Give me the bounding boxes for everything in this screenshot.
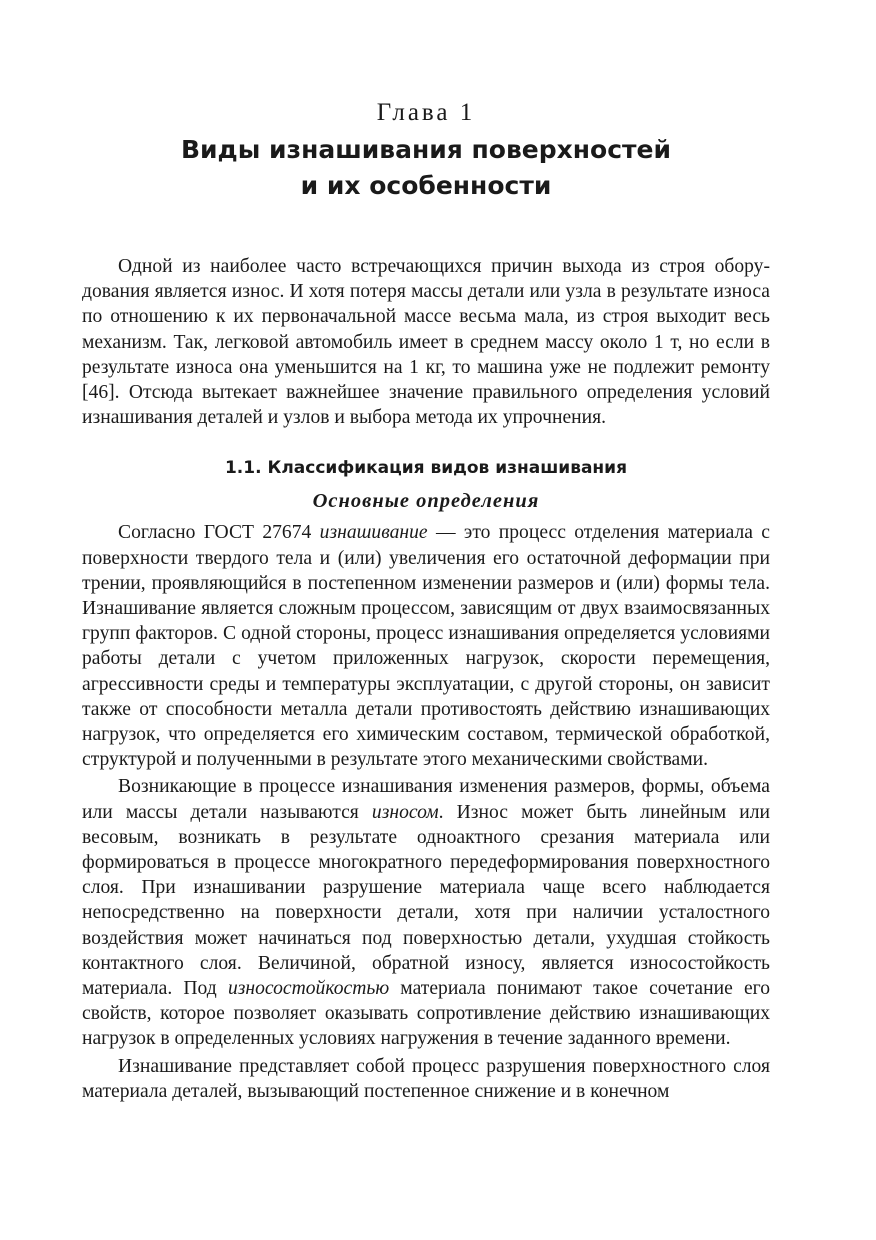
term-wear-resistance: износостойкостью [227,978,390,1000]
paragraph-text: Согласно ГОСТ 27674 [118,522,320,544]
book-page [82,96,770,1104]
chapter-title-line-1: Виды изнашивания поверхностей [180,135,672,164]
chapter-title-line-2: и их особенности [300,171,552,200]
term-wear: износом [371,801,439,823]
paragraph-wear-process: Изнашивание представляет собой процесс разрушения поверхностного слоя материала деталей, вызывающий постепенное снижение и в конечном [82,1055,770,1102]
subsection-heading: Основные определения [312,490,540,513]
paragraph-text: . Износ может быть линейным или весовым, возникать в результате одноактного срезания материала или формироваться в процессе многократного передеформирования поверхностного слоя. При изнашивании разрушение материала чаще всего наблюдается непосредственно на поверхности детали, хотя при наличии усталостного воздействия может начинаться под поверхностью детали, ухудшая стойкость контактного слоя. Величиной, обратной износу, является износостойкость материала. Под [82,801,770,1000]
body-text [82,254,770,1104]
intro-paragraph: Одной из наиболее часто встречающихся причин выхода из строя оборудования является износ. И хотя потеря массы детали или узла в результате износа по отношению к их первоначальной массе весьма мала, из строя выходит весь механизм. Так, легковой автомобиль имеет в среднем массу около 1 т, но если в результате износа она уменьшится на 1 кг, то машина уже не подлежит ремонту [46]. Отсюда вытекает важнейшее значение правильного определения условий изнашивания деталей и узлов и выбора метода их упрочнения. [82,256,770,429]
paragraph-definition-wear [82,520,770,772]
paragraph-text: материала понимают такое сочетание его свойств, которое позволяет оказывать сопротивление действию изнашивающих нагрузок в определенных условиях нагружения в течение заданного времени. [82,978,770,1050]
section-heading: 1.1. Классификация видов изнашивания [224,458,628,479]
paragraph-text: — это процесс отделения материала с поверхности твердого тела и (или) увеличения его остаточной деформации при трении, проявляющийся в постепенном изменении размеров и (или) формы тела. Изнашивание является сложным процессом, зависящим от двух взаимосвязанных групп факторов. С одной стороны, процесс изнашивания определяется условиями работы детали с учетом приложенных нагрузок, скорости перемещения, агрессивности среды и температуры эксплуатации, с другой стороны, он зависит также от способности металла детали противостоять действию изнашивающих нагрузок, что определяется его химическим составом, термической обработкой, структурой и полученными в результате этого механическими свойствами. [82,522,770,771]
term-wear-process: изнашивание [319,522,428,544]
chapter-title [82,132,770,204]
paragraph-text: Возникающие в процессе изнашивания изменения размеров, формы, объема или массы детали называются [82,776,770,823]
chapter-label: Глава 1 [376,99,476,126]
paragraph-definition-wear-amount [82,774,770,1051]
